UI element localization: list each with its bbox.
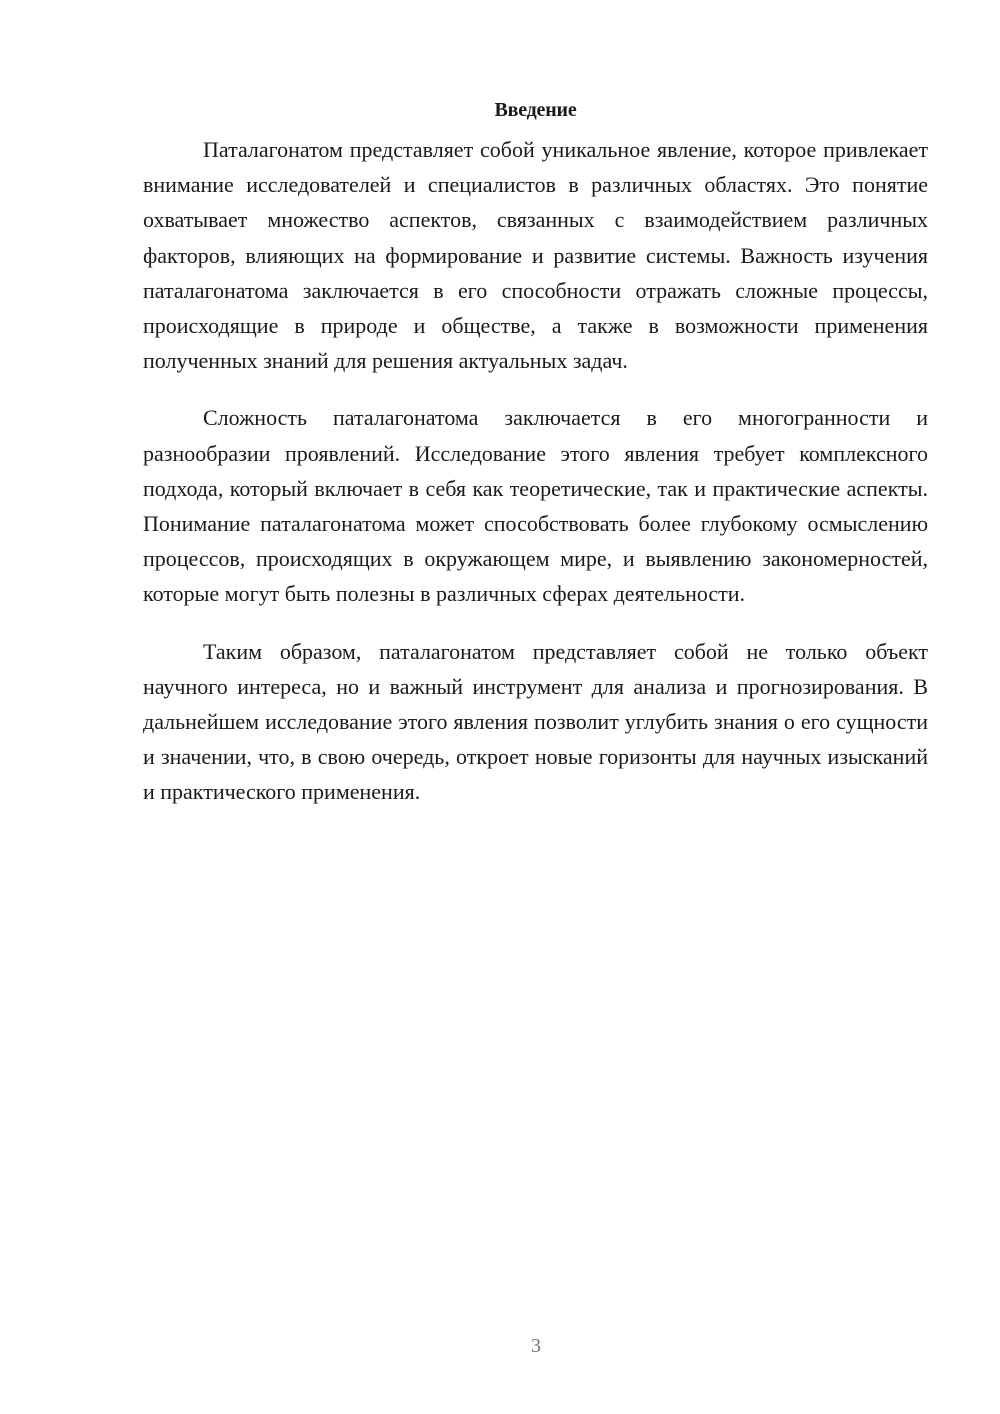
paragraph-3: Таким образом, паталагонатом представляет собой не только объект научного интереса, но и важный инструмент для анализа и прогнозирования. В дальнейшем исследование этого явления позволит углубить знания о его сущности и значении, что, в свою очередь, откроет новые горизонты для научных изысканий и практического применения.: [143, 638, 928, 805]
paragraph-2: Сложность паталагонатома заключается в его многогранности и разнообразии проявлений. Исследование этого явления требует комплексного подхода, который включает в себя как теоретические, так и практические аспекты. Понимание паталагонатома может способствовать более глубокому осмыслению процессов, происходящих в окружающем мире, и выявлению закономерностей, которые могут быть полезны в различных сферах деятельности.: [143, 405, 928, 607]
page-content: [143, 93, 928, 832]
page-number: 3: [531, 1335, 541, 1357]
paragraph-1: Паталагонатом представляет собой уникальное явление, которое привлекает внимание исследователей и специалистов в различных областях. Это понятие охватывает множество аспектов, связанных с взаимодействием различных факторов, влияющих на формирование и развитие системы. Важность изучения паталагонатома заключается в его способности отражать сложные процессы, происходящие в природе и обществе, а также в возможности применения полученных знаний для решения актуальных задач.: [143, 137, 928, 374]
section-heading: Введение: [494, 99, 577, 121]
